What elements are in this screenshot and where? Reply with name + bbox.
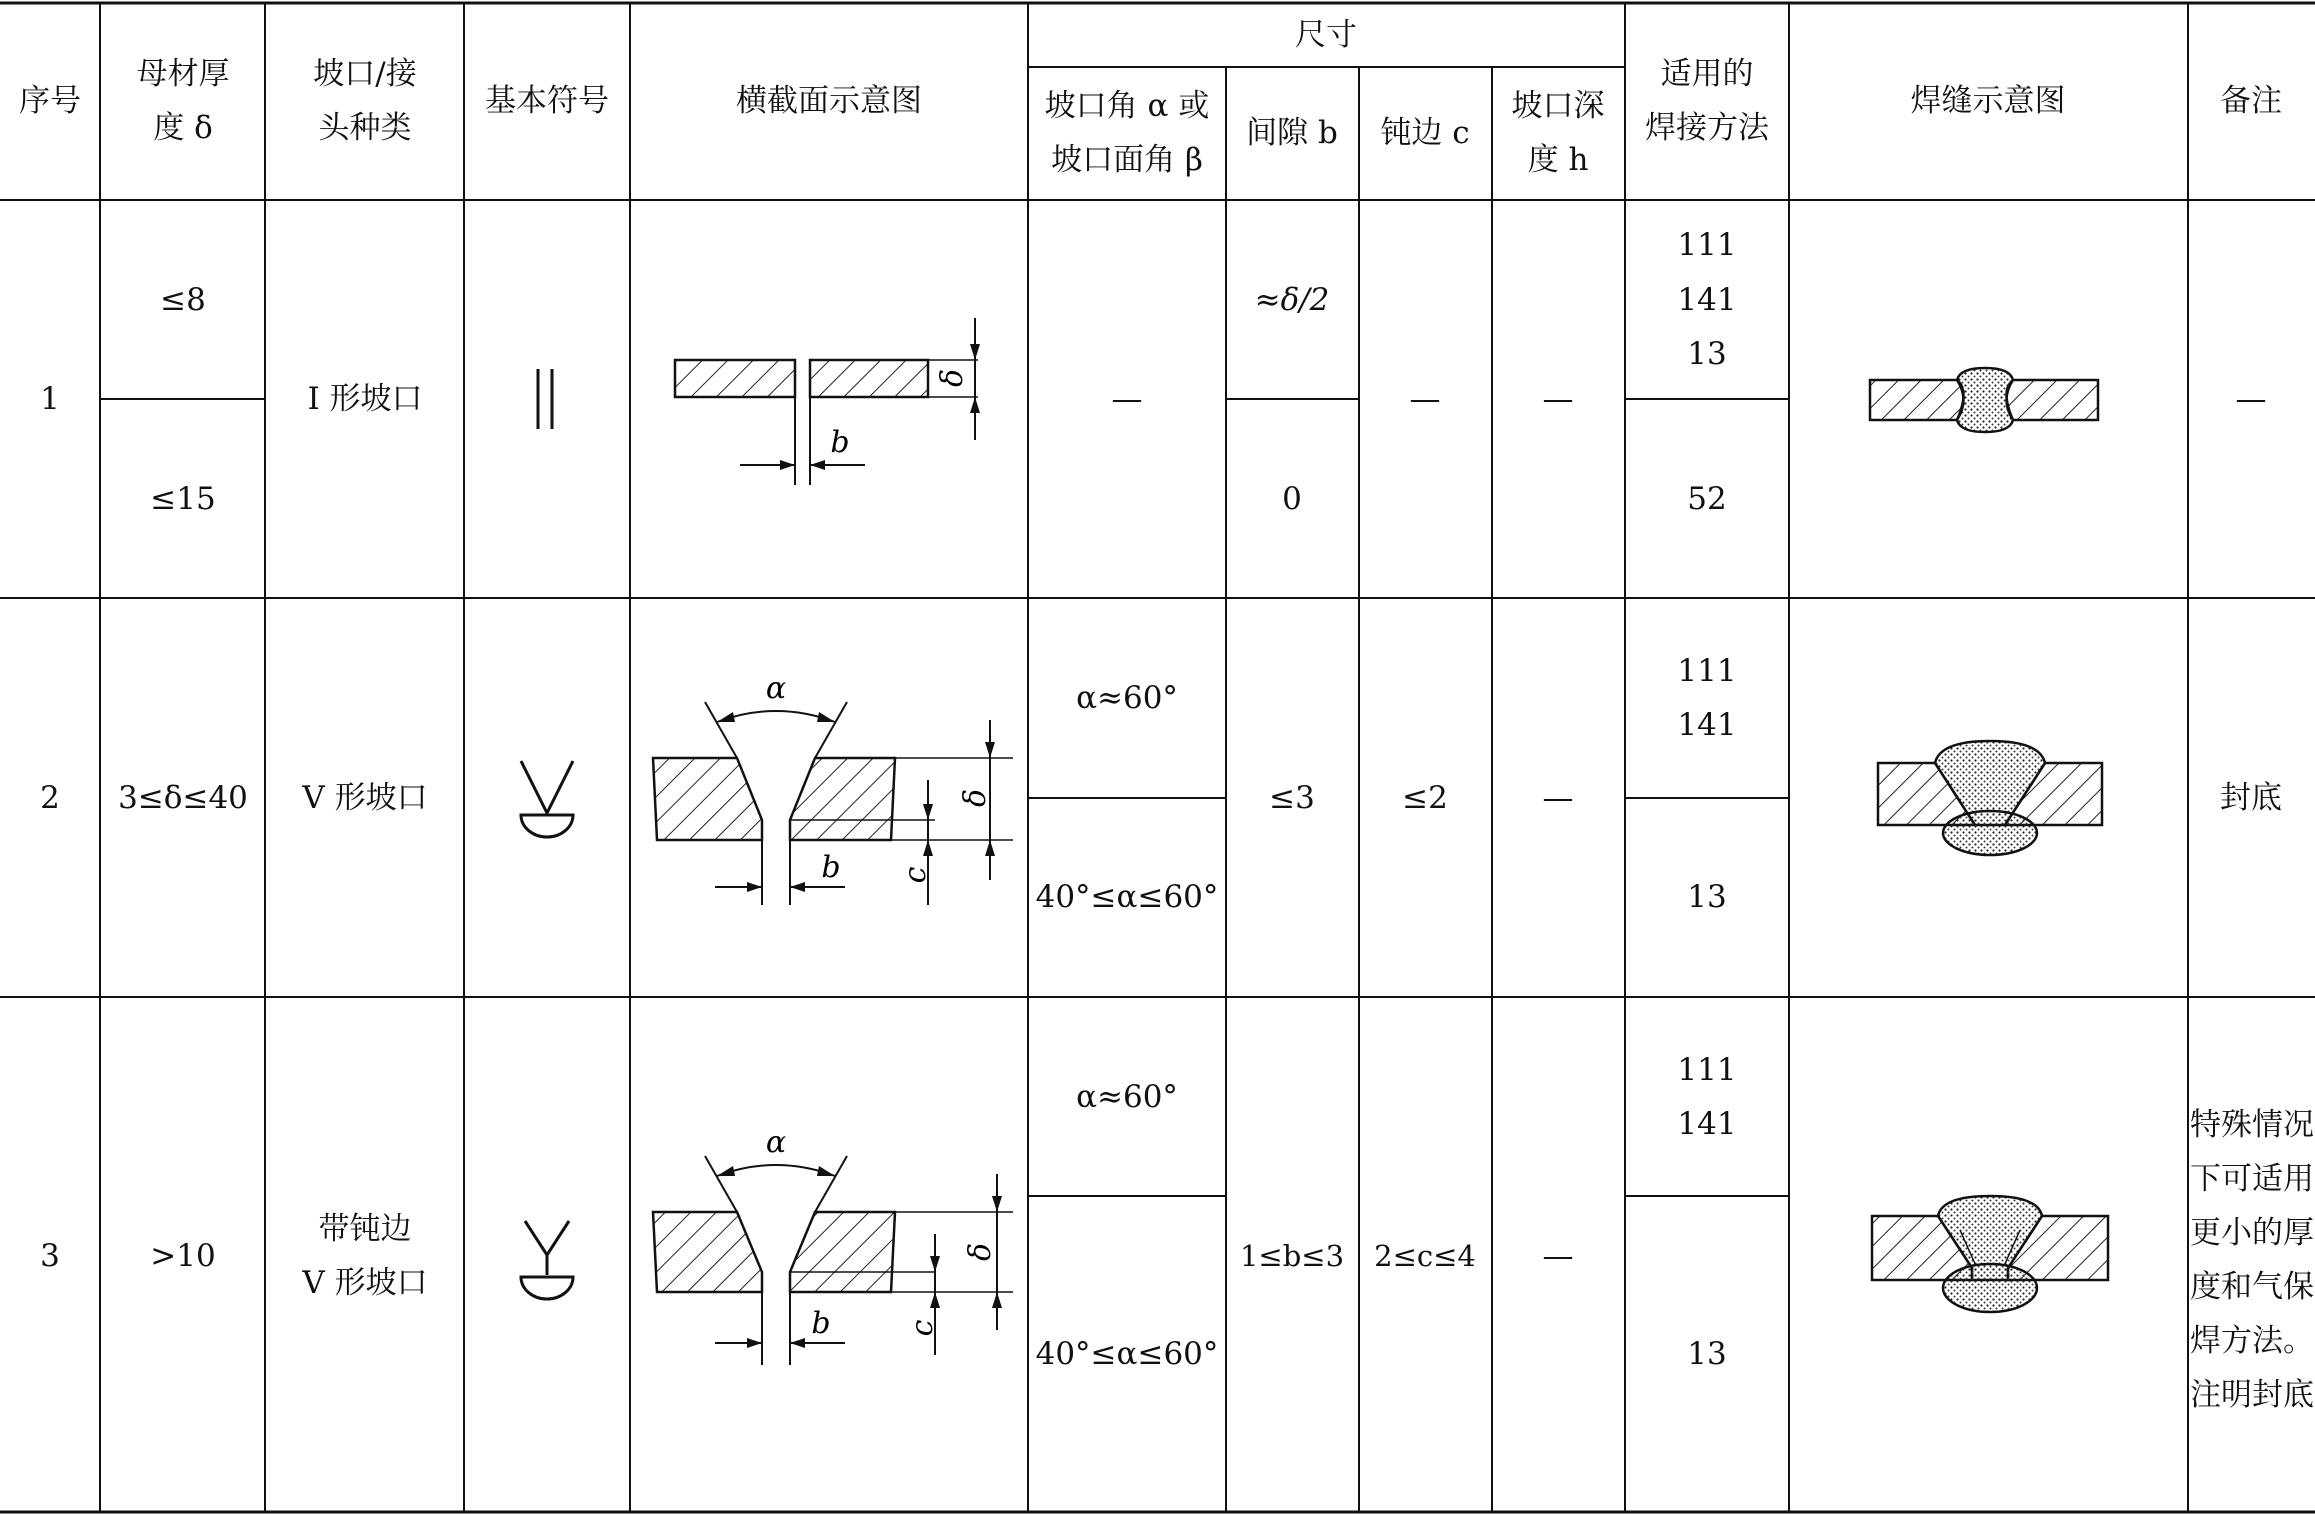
table-row-2-blunt: ≤2	[1402, 780, 1448, 816]
table-row-2-gap: ≤3	[1269, 780, 1315, 816]
symbol-y-groove-backing	[515, 1215, 579, 1307]
header-weld-diagram: 焊缝示意图	[1910, 83, 2066, 119]
label-delta: δ	[963, 1242, 998, 1262]
table-row-2-thickness: 3≤δ≤40	[118, 780, 248, 816]
table-row-3-method-2: 141	[1677, 1106, 1737, 1142]
table-row-1-method-2: 141	[1677, 282, 1737, 318]
symbol-v-groove-backing	[515, 755, 579, 847]
table-row-2-method-b: 13	[1687, 879, 1727, 915]
table-row-2-depth: —	[1542, 780, 1574, 816]
table-row-1-blunt: —	[1409, 381, 1441, 417]
table-row-3-type-line1: 带钝边	[318, 1211, 412, 1247]
label-b: b	[821, 850, 841, 885]
remark-line: 度和气保	[2190, 1269, 2314, 1305]
table-row-1-type: I 形坡口	[307, 381, 423, 417]
label-alpha: α	[765, 1130, 787, 1160]
symbol-i-groove	[520, 365, 574, 435]
label-b: b	[811, 1306, 831, 1341]
weld-diagram-i-groove	[1850, 360, 2130, 440]
header-seq: 序号	[19, 83, 81, 119]
remark-line: 注明封底	[2190, 1377, 2314, 1413]
label-delta: δ	[935, 368, 970, 388]
header-depth-line1: 坡口深	[1511, 88, 1605, 124]
header-gap: 间隙 b	[1246, 115, 1338, 151]
header-method-line1: 适用的	[1660, 56, 1754, 92]
header-method-line2: 焊接方法	[1645, 110, 1769, 146]
table-row-3-angle-b: 40°≤α≤60°	[1035, 1336, 1219, 1372]
header-angle-line2: 坡口面角 β	[1051, 142, 1203, 178]
table-row-2-method-1: 111	[1677, 653, 1737, 689]
table-row-1-seq: 1	[40, 381, 60, 417]
table-row-2-type: V 形坡口	[302, 780, 428, 816]
table-row-1-thickness-a: ≤8	[160, 282, 206, 318]
remark-line: 下可适用	[2190, 1161, 2314, 1197]
table-row-1-method-1: 111	[1677, 227, 1737, 263]
label-b: b	[830, 425, 850, 460]
table-row-3-method-1: 111	[1677, 1052, 1737, 1088]
table-row-3-remark	[2190, 1098, 2315, 1422]
table-row-1-thickness-b: ≤15	[150, 481, 216, 517]
table-row-2-remark: 封底	[2220, 780, 2282, 816]
cross-section-y-groove	[645, 1130, 1015, 1375]
header-type-line1: 坡口/接	[313, 56, 417, 92]
table-row-1-method-3: 13	[1687, 336, 1727, 372]
table-row-3-angle-a: α≈60°	[1076, 1079, 1178, 1115]
header-thickness-line1: 母材厚	[136, 56, 230, 92]
table-row-1-gap-a: ≈δ/2	[1254, 282, 1330, 318]
table-row-3-thickness: >10	[150, 1238, 216, 1274]
header-angle-line1: 坡口角 α 或	[1044, 88, 1210, 124]
weld-diagram-y-groove	[1860, 1190, 2120, 1320]
table-row-1-depth: —	[1542, 381, 1574, 417]
cross-section-v-groove	[645, 680, 1015, 920]
remark-line: 更小的厚	[2190, 1215, 2314, 1251]
table-row-1-method-b: 52	[1687, 481, 1727, 517]
table-row-3-depth: —	[1542, 1238, 1574, 1274]
label-c: c	[898, 866, 933, 884]
table-row-1-remark: —	[2235, 381, 2267, 417]
header-dimensions: 尺寸	[1295, 17, 1357, 53]
table-row-1-gap-b: 0	[1282, 481, 1302, 517]
header-blunt: 钝边 c	[1380, 115, 1470, 151]
table-row-3-blunt: 2≤c≤4	[1374, 1239, 1476, 1273]
label-alpha: α	[765, 680, 787, 706]
header-depth-line2: 度 h	[1527, 142, 1589, 178]
remark-line: 焊方法。	[2190, 1323, 2314, 1359]
table-row-3-type-line2: V 形坡口	[302, 1265, 428, 1301]
header-cross-section: 横截面示意图	[736, 83, 922, 119]
table-row-3-method-b: 13	[1687, 1336, 1727, 1372]
header-symbol: 基本符号	[485, 83, 609, 119]
table-row-3-gap: 1≤b≤3	[1239, 1239, 1345, 1273]
table-row-2-angle-b: 40°≤α≤60°	[1035, 879, 1219, 915]
header-type-line2: 头种类	[318, 110, 412, 146]
label-delta: δ	[958, 788, 993, 808]
header-remark: 备注	[2220, 83, 2282, 119]
table-row-2-seq: 2	[40, 780, 60, 816]
remark-line: 特殊情况	[2190, 1107, 2314, 1143]
table-row-1-angle: —	[1111, 381, 1143, 417]
table-row-2-method-2: 141	[1677, 707, 1737, 743]
weld-diagram-v-groove	[1860, 735, 2120, 860]
table-row-2-angle-a: α≈60°	[1076, 680, 1178, 716]
label-c: c	[905, 1319, 940, 1337]
cross-section-i-groove	[660, 300, 1000, 500]
table-row-3-seq: 3	[40, 1238, 60, 1274]
header-thickness-line2: 度 δ	[153, 110, 213, 146]
